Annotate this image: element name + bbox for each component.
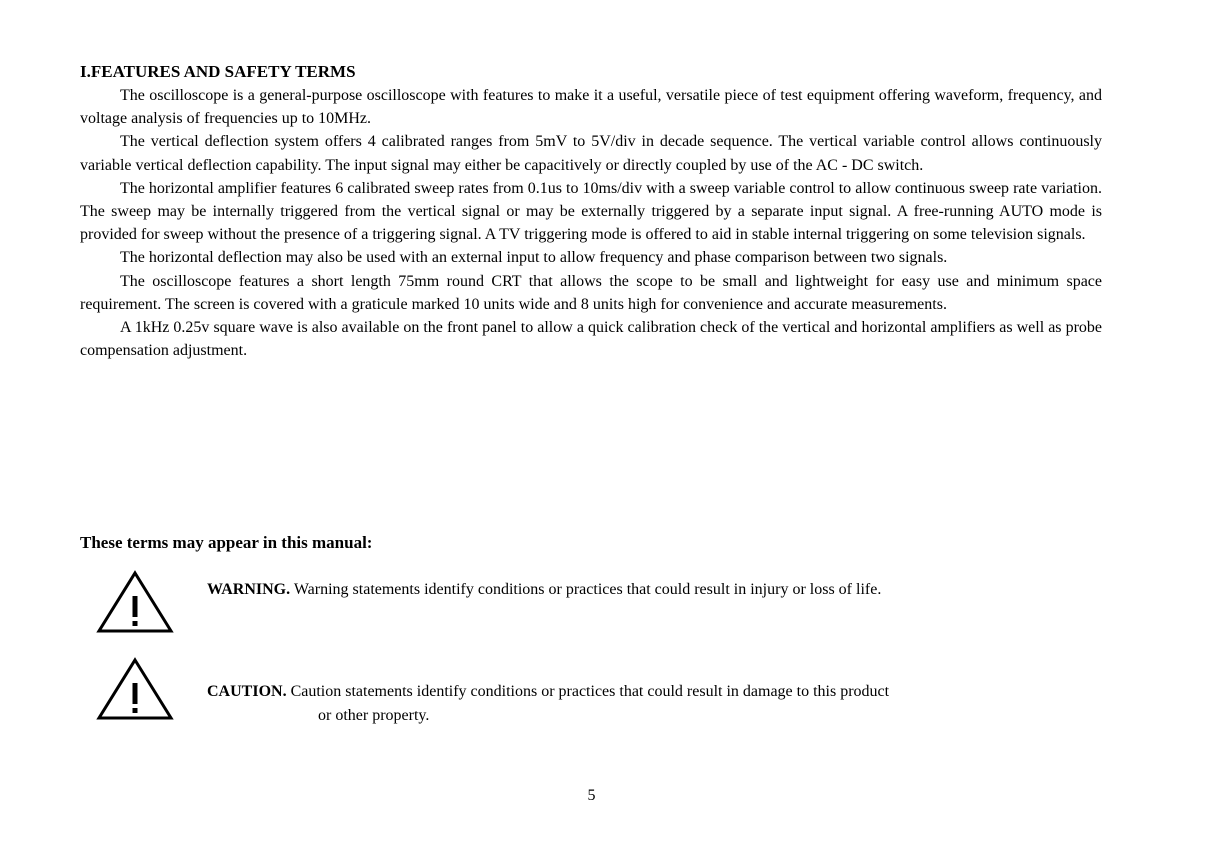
terms-heading: These terms may appear in this manual: <box>80 533 373 552</box>
paragraph-calibration: A 1kHz 0.25v square wave is also available on the front panel to allow a quick calibration check of the vertical and horizontal amplifiers as well as probe compensation adjustment. <box>80 319 1102 360</box>
section-title: I.FEATURES AND SAFETY TERMS <box>80 62 356 81</box>
caution-label: CAUTION. <box>207 683 287 700</box>
paragraph-crt: The oscilloscope features a short length 75mm round CRT that allows the scope to be small and lightweight for easy use and minimum space requirement. The screen is covered with a graticule marked 10 units wide and 8 units high for convenience and accurate measurements. <box>80 272 1102 313</box>
paragraph-horizontal: The horizontal amplifier features 6 calibrated sweep rates from 0.1us to 10ms/div with a sweep variable control to allow continuous sweep rate variation. The sweep may be internally triggered from the vertical signal or may be externally triggered by a separate input signal. A free-running AUTO mode is provided for sweep without the presence of a triggering signal. A TV triggering mode is offered to aid in stable internal triggering on some television signals. <box>80 179 1102 244</box>
caution-text: Caution statements identify conditions or practices that could result in damage to this product <box>290 683 890 700</box>
caution-notice <box>207 680 889 728</box>
warning-notice <box>207 578 881 602</box>
caution-triangle-icon <box>96 657 174 721</box>
warning-label: WARNING. <box>207 581 291 598</box>
caution-text-continued: or other property. <box>318 707 430 724</box>
paragraph-overview: The oscilloscope is a general-purpose oscilloscope with features to make it a useful, versatile piece of test equipment offering waveform, frequency, and voltage analysis of frequencies up to 10MHz. <box>80 87 1102 128</box>
page-number: 5 <box>587 787 596 804</box>
paragraph-external-input: The horizontal deflection may also be used with an external input to allow frequency and phase comparison between two signals. <box>120 249 948 267</box>
warning-text: Warning statements identify conditions or practices that could result in injury or loss of life. <box>293 581 882 598</box>
paragraph-vertical: The vertical deflection system offers 4 calibrated ranges from 5mV to 5V/div in decade sequence. The vertical variable control allows continuously variable vertical deflection capability. The input signal may either be capacitively or directly coupled by use of the AC - DC switch. <box>80 133 1102 174</box>
warning-triangle-icon <box>96 570 174 634</box>
features-body <box>80 84 1102 362</box>
